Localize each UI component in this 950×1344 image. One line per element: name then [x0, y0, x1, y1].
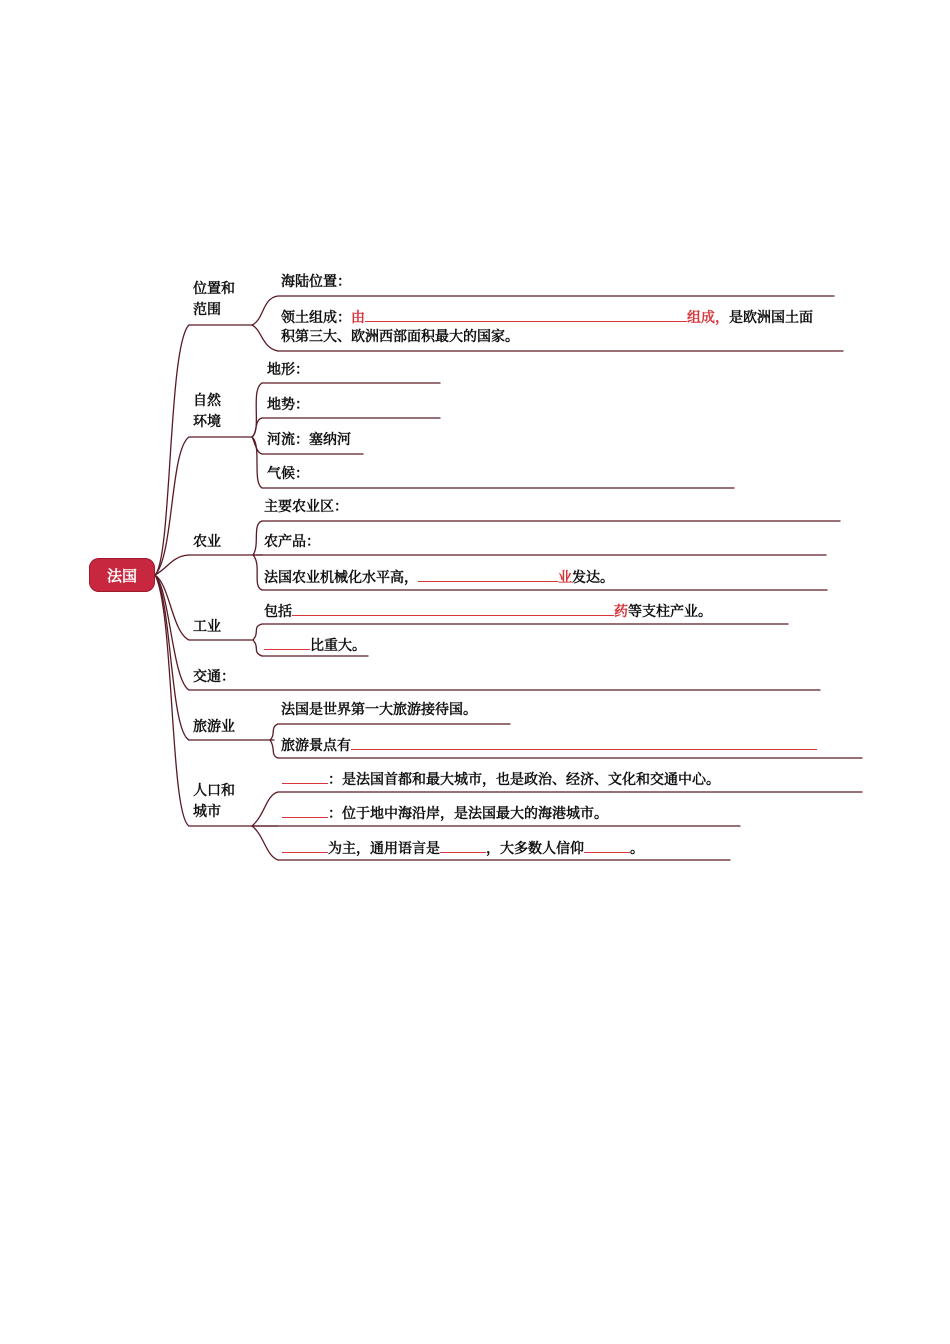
- port-line: [282, 803, 608, 823]
- territory-line1: [281, 307, 813, 327]
- port-blank[interactable]: [282, 803, 328, 818]
- industry-includes-suffix: 等支柱产业。: [628, 604, 712, 620]
- ethnicity-blank[interactable]: [282, 838, 328, 853]
- main-agricultural-area: 主要农业区：: [264, 499, 348, 515]
- territory-red-end: 组成，: [687, 310, 729, 326]
- tourism-attractions: [281, 735, 817, 755]
- language-line: [282, 838, 644, 858]
- language-mid2: ，大多数人信仰: [486, 841, 584, 857]
- root-node: [89, 558, 155, 592]
- capital-line: [282, 769, 720, 789]
- category-transport: 交通：: [193, 669, 235, 685]
- language-blank[interactable]: [440, 838, 486, 853]
- category-tourism: 旅游业: [193, 719, 235, 735]
- link-population: [155, 575, 189, 826]
- territory-suffix: 是欧洲国土面: [729, 310, 813, 326]
- category-industry: 工业: [193, 619, 221, 635]
- port-text: ：位于地中海沿岸，是法国最大的海港城市。: [328, 806, 608, 822]
- category-nature-line1: 自然: [193, 393, 221, 409]
- capital-blank[interactable]: [282, 769, 328, 784]
- mechanization-red: 业: [558, 570, 572, 586]
- agricultural-products: 农产品：: [264, 534, 320, 550]
- industry-includes-prefix: 包括: [264, 604, 292, 620]
- tourism-attractions-prefix: 旅游景点有: [281, 738, 351, 754]
- territory-blank[interactable]: [365, 307, 687, 322]
- tourism-reception: 法国是世界第一大旅游接待国。: [281, 702, 477, 718]
- industry-includes-red: 药: [614, 604, 628, 620]
- category-population-line1: 人口和: [193, 783, 235, 799]
- category-population: [193, 781, 235, 823]
- terrain: 地形：: [267, 362, 309, 378]
- category-agriculture: 农业: [193, 534, 221, 550]
- industry-proportion-blank[interactable]: [264, 635, 310, 650]
- mechanization-blank[interactable]: [418, 567, 558, 582]
- mechanization-prefix: 法国农业机械化水平高，: [264, 570, 418, 586]
- category-location-line2: 范围: [193, 302, 221, 318]
- link-location: [155, 325, 189, 575]
- territory-line2: 积第三大、欧洲西部面积最大的国家。: [281, 329, 519, 345]
- capital-text: ：是法国首都和最大城市，也是政治、经济、文化和交通中心。: [328, 772, 720, 788]
- category-nature-line2: 环境: [193, 414, 221, 430]
- industry-includes-blank[interactable]: [292, 601, 614, 616]
- river: 河流：塞纳河: [267, 432, 351, 448]
- mechanization-suffix: 发达。: [572, 570, 614, 586]
- category-location: [193, 279, 235, 321]
- category-nature: [193, 391, 221, 433]
- sea-land-position: 海陆位置：: [281, 274, 351, 290]
- tourism-attractions-blank[interactable]: [351, 735, 817, 750]
- territory-red-start: 由: [351, 310, 365, 326]
- climate: 气候：: [267, 466, 309, 482]
- territory-prefix: 领土组成：: [281, 310, 351, 326]
- root-label: 法国: [106, 566, 137, 585]
- industry-proportion-suffix: 比重大。: [310, 638, 366, 654]
- category-population-line2: 城市: [193, 804, 221, 820]
- religion-blank[interactable]: [584, 838, 630, 853]
- industry-proportion: [264, 635, 366, 655]
- link-nature: [155, 437, 189, 575]
- industry-includes: [264, 601, 712, 621]
- language-end: 。: [630, 841, 644, 857]
- topography: 地势：: [267, 397, 309, 413]
- category-location-line1: 位置和: [193, 281, 235, 297]
- mechanization-line: [264, 567, 614, 587]
- language-mid1: 为主，通用语言是: [328, 841, 440, 857]
